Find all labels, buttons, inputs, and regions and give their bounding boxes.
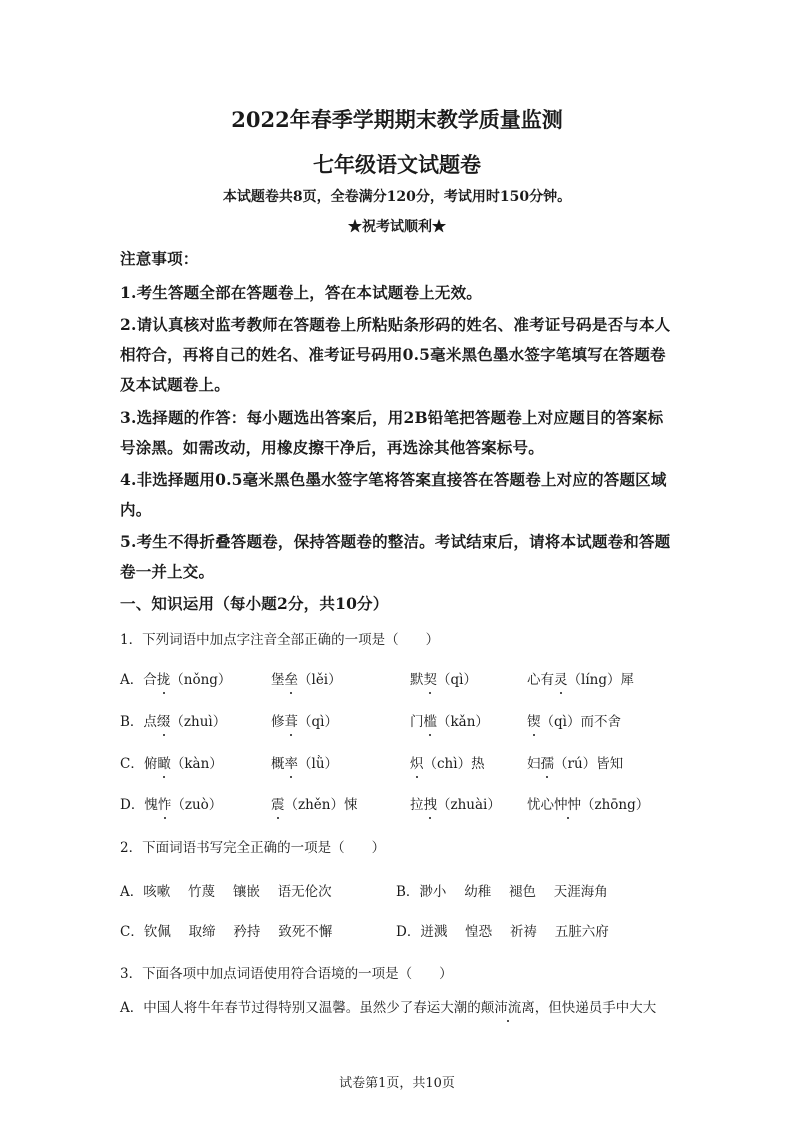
pinyin-text: （kǎn） — [437, 714, 489, 730]
option-label: A． — [120, 672, 144, 688]
pinyin-text: （kàn） — [170, 756, 223, 772]
option-text: 钦佩 取缔 矜持 致死不懈 — [143, 924, 333, 940]
note-line: 卷一并上交。 — [120, 562, 215, 581]
pinyin-text: （zuò） — [171, 797, 223, 813]
option-text: 渺小 幼稚 褪色 天涯海角 — [419, 884, 608, 900]
option-label: D． — [120, 797, 145, 813]
question-1-option-item — [271, 668, 342, 688]
note-line: 相符合，再将自己的姓名、准考证号码用0.5毫米黑色墨水签字笔填写在答题卷 — [120, 345, 666, 364]
option-label: C． — [120, 924, 144, 940]
question-1-option-item — [527, 752, 623, 772]
question-1-option-item — [120, 668, 231, 688]
question-1-option-item — [120, 710, 226, 730]
pinyin-text: （zhuài） — [437, 797, 501, 813]
term-text: 心有 — [527, 672, 554, 688]
question-3-option-a — [120, 996, 656, 1016]
note-line: 3.选择题的作答：每小题选出答案后，用2B铅笔把答题卷上对应题目的答案标 — [120, 408, 664, 427]
question-2-option-a — [120, 880, 332, 900]
dotted-character: 垒 — [284, 672, 298, 688]
pinyin-text: （lǜ） — [298, 756, 339, 772]
question-1-stem: 1．下列词语中加点字注音全部正确的一项是（ ） — [120, 632, 440, 648]
pinyin-text: （zhěn）悚 — [284, 797, 358, 813]
page-footer: 试卷第1页，共10页 — [339, 1076, 455, 1091]
dotted-character: 孺 — [540, 756, 554, 772]
term-text: 修 — [271, 714, 285, 730]
option-text: ，但快递员手中大大 — [534, 1000, 657, 1016]
question-1-option-item — [271, 752, 338, 772]
dotted-character: 瞰 — [157, 756, 171, 772]
term-text: 忧心 — [527, 797, 554, 813]
term-text: 妇 — [527, 756, 541, 772]
question-1-option-item — [410, 710, 489, 730]
question-2-option-b — [396, 880, 608, 900]
pinyin-text: （nǒng） — [170, 672, 232, 688]
question-1-option-item — [527, 793, 649, 813]
question-1-option-item — [527, 710, 621, 730]
pinyin-text: （zhōng） — [581, 797, 650, 813]
pinyin-text: （qì） — [298, 714, 338, 730]
note-line: 内。 — [120, 500, 152, 519]
question-2-option-c — [120, 920, 332, 940]
term-text: 默 — [410, 672, 424, 688]
question-2-stem: 2．下面词语书写完全正确的一项是（ ） — [120, 840, 386, 856]
dotted-character: 葺 — [284, 714, 298, 730]
option-label: A． — [120, 884, 144, 900]
option-text: 咳嗽 竹蔑 镶嵌 语无伦次 — [143, 884, 332, 900]
term-text: 拉 — [410, 797, 424, 813]
question-1-option-item — [527, 668, 634, 688]
exam-title: 2022年春季学期期末教学质量监测 — [231, 107, 563, 132]
question-1-option-item — [120, 752, 223, 772]
question-1-option-item — [271, 710, 338, 730]
term-text: 俯 — [143, 756, 158, 772]
option-text: 迸溅 惶恐 祈祷 五脏六府 — [420, 924, 609, 940]
term-text: 门 — [410, 714, 424, 730]
note-line: 号涂黑。如需改动，用橡皮擦干净后，再选涂其他答案标号。 — [120, 438, 544, 457]
pinyin-text: （zhuì） — [170, 714, 227, 730]
exam-wish: ★祝考试顺利★ — [348, 219, 446, 235]
option-label: B． — [120, 714, 144, 730]
note-line: 5.考生不得折叠答题卷，保持答题卷的整洁。考试结束后，请将本试题卷和答题 — [120, 532, 671, 551]
exam-subtitle: 七年级语文试题卷 — [313, 152, 481, 177]
question-1-option-item — [410, 668, 477, 688]
note-line: 2.请认真核对监考教师在答题卷上所粘贴条形码的姓名、准考证号码是否与本人 — [120, 315, 671, 334]
pinyin-text: （líng）犀 — [567, 672, 634, 688]
note-line: 及本试题卷上。 — [120, 375, 230, 394]
note-line: 1.考生答题全部在答题卷上，答在本试题卷上无效。 — [120, 283, 482, 302]
dotted-character: 槛 — [423, 714, 437, 730]
question-1-option-item — [271, 793, 358, 813]
term-text: 合 — [143, 672, 157, 688]
dotted-character: 忡忡 — [554, 797, 581, 813]
notes-heading: 注意事项： — [120, 249, 199, 268]
dotted-character: 缀 — [156, 714, 171, 730]
term-text: 愧 — [144, 797, 158, 813]
dotted-character: 怍 — [157, 797, 172, 813]
option-text: A．中国人将牛年春节过得特别又温馨。虽然少了春运大潮的 — [120, 1000, 481, 1016]
question-1-option-item — [410, 793, 501, 813]
pinyin-text: （chì）热 — [423, 756, 485, 772]
pinyin-text: （qì） — [437, 672, 477, 688]
term-text: 点 — [143, 714, 157, 730]
question-3-stem: 3．下面各项中加点词语使用符合语境的一项是（ ） — [120, 966, 453, 982]
pinyin-text: （rú）皆知 — [554, 756, 624, 772]
dotted-character: 契 — [423, 672, 437, 688]
dotted-character: 炽 — [410, 756, 424, 772]
dotted-character: 锲 — [527, 714, 541, 730]
option-label: D． — [396, 924, 421, 940]
note-line: 4.非选择题用0.5毫米黑色墨水签字笔将答案直接答在答题卷上对应的答题区域 — [120, 470, 667, 489]
pinyin-text: （qì）而不舍 — [540, 714, 621, 730]
dotted-character: 拽 — [423, 797, 437, 813]
option-label: C． — [120, 756, 144, 772]
pinyin-text: （lěi） — [298, 672, 342, 688]
question-2-option-d — [396, 920, 609, 940]
term-text: 堡 — [271, 672, 285, 688]
question-1-option-item — [120, 793, 222, 813]
term-text: 概 — [271, 756, 285, 772]
exam-info: 本试题卷共8页，全卷满分120分，考试用时150分钟。 — [222, 189, 572, 205]
dotted-character: 灵 — [554, 672, 568, 688]
dotted-character: 率 — [284, 756, 298, 772]
section-heading: 一、知识运用（每小题2分，共10分） — [120, 594, 389, 613]
dotted-term: 颠沛流离 — [480, 1000, 535, 1016]
option-label: B． — [396, 884, 420, 900]
dotted-character: 震 — [271, 797, 285, 813]
question-1-option-item — [410, 752, 485, 772]
dotted-character: 拢 — [156, 672, 171, 688]
